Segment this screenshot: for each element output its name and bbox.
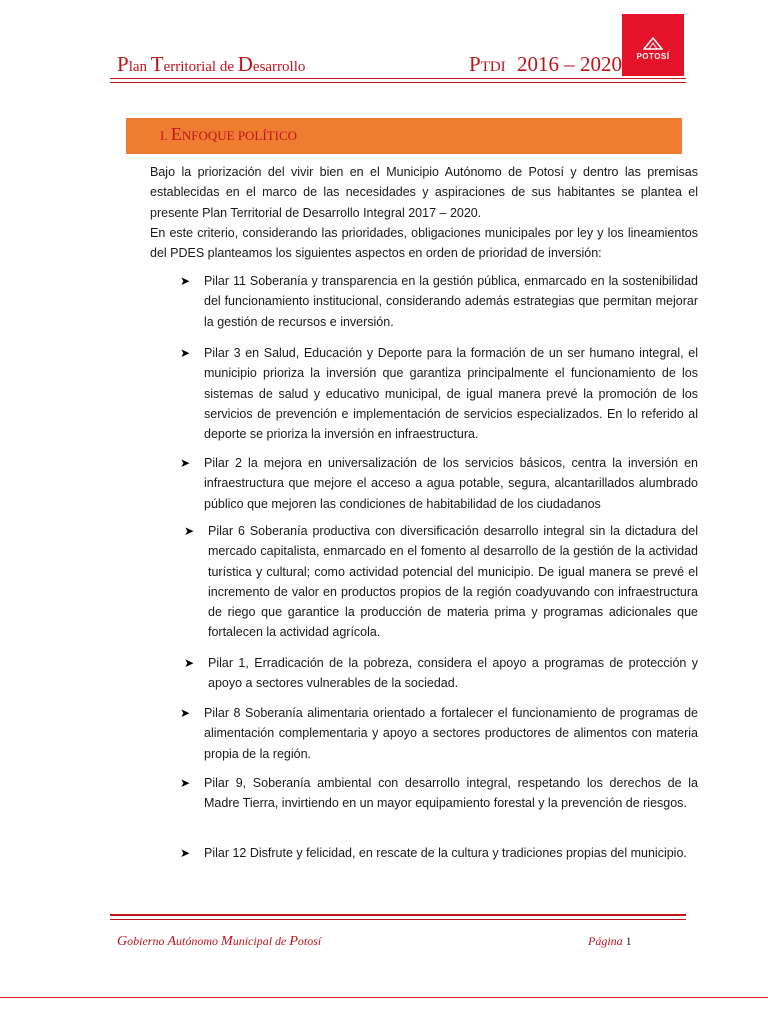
list-item (180, 773, 698, 814)
section-title-text: NFOQUE POLÍTICO (181, 128, 298, 143)
header-divider (110, 78, 686, 79)
section-title-cap: E (170, 124, 182, 144)
list-item (184, 521, 698, 643)
title-text: esarrollo (252, 59, 306, 75)
potosi-logo (622, 14, 684, 76)
list-item-text: Pilar 8 Soberanía alimentaria orientado a fortalecer el funcionamiento de programas de alimentación complementaria y apoyo a sectores productores de alimentos con materia propia de la región. (204, 706, 698, 761)
footer-text: utónomo (176, 934, 222, 948)
intro-paragraph: En este criterio, considerando las prioridades, obligaciones municipales por ley y los lineamientos del PDES planteamos los siguientes aspectos en orden de prioridad de inversión: (150, 225, 698, 261)
footer-text: obierno (127, 934, 168, 948)
arrow-bullet-icon: ➤ (180, 274, 191, 288)
logo-text: POTOSÍ (636, 51, 670, 61)
title-cap: T (150, 52, 164, 76)
ptdi-years: 2016 – 2020 (516, 52, 622, 76)
list-item (180, 703, 698, 764)
ptdi-rest: TDI (480, 59, 506, 75)
footer-text: unicipal de (232, 934, 290, 948)
title-cap: D (237, 52, 253, 76)
footer-cap: A (167, 934, 177, 949)
cerro-rico-icon (643, 36, 663, 50)
footer-cap: G (117, 934, 128, 949)
intro-text (150, 162, 698, 263)
section-number: I. (160, 128, 168, 143)
header-divider (110, 82, 686, 83)
list-item-text: Pilar 2 la mejora en universalización de los servicios básicos, centra la inversión en infraestructura que mejore el acceso a agua potable, segura, alcantarillados alumbrado público que mejoren las condiciones de habitabilidad de los ciudadanos (204, 456, 698, 511)
page-number: 1 (625, 934, 632, 948)
footer-organization (117, 934, 321, 950)
intro-paragraph: Bajo la priorización del vivir bien en el Municipio Autónomo de Potosí y dentro las premisas establecidas en el marco de las necesidades y aspiraciones de sus habitantes se plantea el presente Plan Territorial de Desarrollo Integral 2017 – 2020. (150, 165, 698, 220)
title-cap: P (117, 52, 129, 76)
title-text: lan (128, 59, 151, 75)
footer-cap: P (289, 934, 298, 949)
document-title (117, 52, 305, 77)
page-label: Página (588, 934, 623, 948)
list-item-text: Pilar 6 Soberanía productiva con diversificación desarrollo integral sin la dictadura del mercado capitalista, enmarcado en el fomento al desarrollo de la gestión de la actividad turística y cultural; como actividad potencial del municipio. De igual manera se prevé el incremento de valor en productos propios de la región coadyuvando con infraestructura de riego que garantice la producción de materia prima y programas adicionales que fortalecen la actividad agrícola. (208, 524, 698, 640)
list-item-text: Pilar 11 Soberanía y transparencia en la gestión pública, enmarcado en la sostenibilidad del funcionamiento institucional, considerando además estrategias que permitan mejorar la gestión de recursos e inversión. (204, 274, 698, 329)
ptdi-cap: P (469, 52, 481, 76)
page-number-label (588, 934, 632, 949)
arrow-bullet-icon: ➤ (180, 706, 191, 720)
arrow-bullet-icon: ➤ (180, 776, 191, 790)
list-item (180, 343, 698, 444)
list-item-text: Pilar 12 Disfrute y felicidad, en rescate de la cultura y tradiciones propias del municipio. (204, 846, 687, 860)
list-item (180, 843, 698, 863)
arrow-bullet-icon: ➤ (184, 656, 195, 670)
section-title (160, 124, 297, 145)
arrow-bullet-icon: ➤ (184, 524, 195, 538)
title-text: erritorial de (163, 59, 238, 75)
list-item-text: Pilar 3 en Salud, Educación y Deporte para la formación de un ser humano integral, el municipio prioriza la inversión que garantiza principalmente el funcionamiento de los sistemas de salud y educativo municipal, de igual manera prevé la promoción de los servicios de prevención e implementación de servicios especializados. En lo referido al deporte se prioriza la inversión en infraestructura. (204, 346, 698, 442)
list-item-text: Pilar 1, Erradicación de la pobreza, considera el apoyo a programas de protección y apoyo a sectores vulnerables de la sociedad. (208, 656, 698, 691)
list-item (180, 271, 698, 332)
footer-divider (110, 919, 686, 920)
footer-cap: M (221, 934, 233, 949)
list-item-text: Pilar 9, Soberanía ambiental con desarrollo integral, respetando los derechos de la Madre Tierra, invirtiendo en un mayor equipamiento forestal y la prevención de riesgos. (204, 776, 698, 811)
ptdi-label (469, 52, 622, 77)
page-bottom-line (0, 997, 768, 998)
footer-text: otosí (297, 934, 322, 948)
arrow-bullet-icon: ➤ (180, 846, 191, 860)
arrow-bullet-icon: ➤ (180, 456, 191, 470)
list-item (184, 653, 698, 694)
arrow-bullet-icon: ➤ (180, 346, 191, 360)
footer-divider (110, 914, 686, 916)
list-item (180, 453, 698, 514)
